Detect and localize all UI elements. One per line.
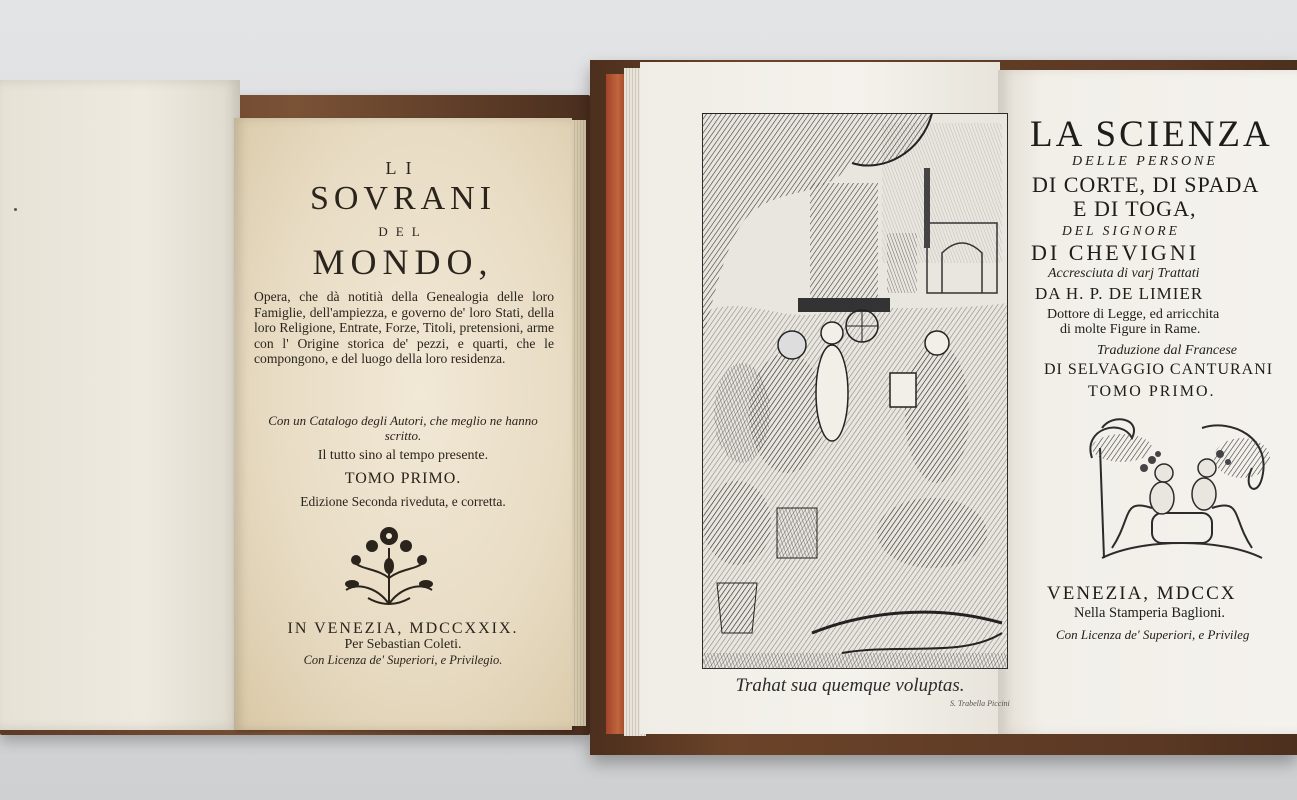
right-translator: DI SELVAGGIO CANTURANI: [1044, 361, 1274, 378]
frontispiece-engraving-image: [702, 113, 1008, 669]
floral-ornament-icon: [338, 518, 440, 610]
right-imprint: VENEZIA, MDCCX: [1047, 583, 1237, 604]
left-up-to-date: Il tutto sino al tempo presente.: [317, 448, 489, 463]
left-title-li: LI: [385, 158, 421, 178]
left-edition: Edizione Seconda riveduta, e corretta.: [300, 494, 506, 509]
right-editor: DA H. P. DE LIMIER: [1035, 284, 1204, 303]
left-volume: TOMO PRIMO.: [344, 470, 462, 487]
right-translation: Traduzione dal Francese: [1097, 343, 1237, 358]
left-license: Con Licenza de' Superiori, e Privilegio.: [303, 653, 503, 667]
right-author: DI CHEVIGNI: [1031, 240, 1200, 265]
left-printer: Per Sebastian Coleti.: [344, 637, 462, 652]
left-catalog-note: Con un Catalogo degli Autori, che meglio ne hanno scritto.: [268, 413, 538, 443]
frontispiece-caption: Trahat sua quemque voluptas.: [735, 675, 965, 696]
left-book-page-edges: [572, 120, 586, 726]
putti-vignette-icon: [1082, 418, 1274, 568]
right-del-signore: DEL SIGNORE: [1062, 223, 1180, 238]
right-editor-title: Dottore di Legge, ed arricchita: [1047, 307, 1220, 322]
right-expanded: Accresciuta di varj Trattati: [1048, 266, 1200, 281]
engraver-signature: S. Trabella Piccini: [950, 699, 1010, 708]
right-subtitle-corte: DI CORTE, DI SPADA: [1032, 172, 1260, 197]
left-title-mondo: MONDO,: [312, 242, 494, 282]
left-book-endpaper: [0, 80, 240, 730]
right-volume: TOMO PRIMO.: [1088, 383, 1216, 400]
right-subtitle-toga: E DI TOGA,: [1073, 196, 1197, 221]
right-figures: di molte Figure in Rame.: [1060, 322, 1201, 337]
left-title-sovrani: SOVRANI: [309, 180, 497, 217]
right-printer: Nella Stamperia Baglioni.: [1074, 605, 1226, 621]
right-subtitle-delle: DELLE PERSONE: [1072, 154, 1218, 169]
left-description: Opera, che dà notitià della Genealogia delle loro Famiglie, dell'ampiezza, e governo de' loro Stati, della loro Religione, Entrate, Forze, Titoli, pretensioni, arme con l' Origine storica de' pezzi, e quarti, che le compongono, e del luogo della loro residenza.: [254, 289, 554, 366]
left-imprint: IN VENEZIA, MDCCXXIX.: [287, 620, 519, 637]
left-title-del: DEL: [378, 224, 428, 239]
right-license: Con Licenza de' Superiori, e Privileg: [1056, 627, 1250, 642]
right-title: LA SCIENZA: [1030, 114, 1273, 155]
